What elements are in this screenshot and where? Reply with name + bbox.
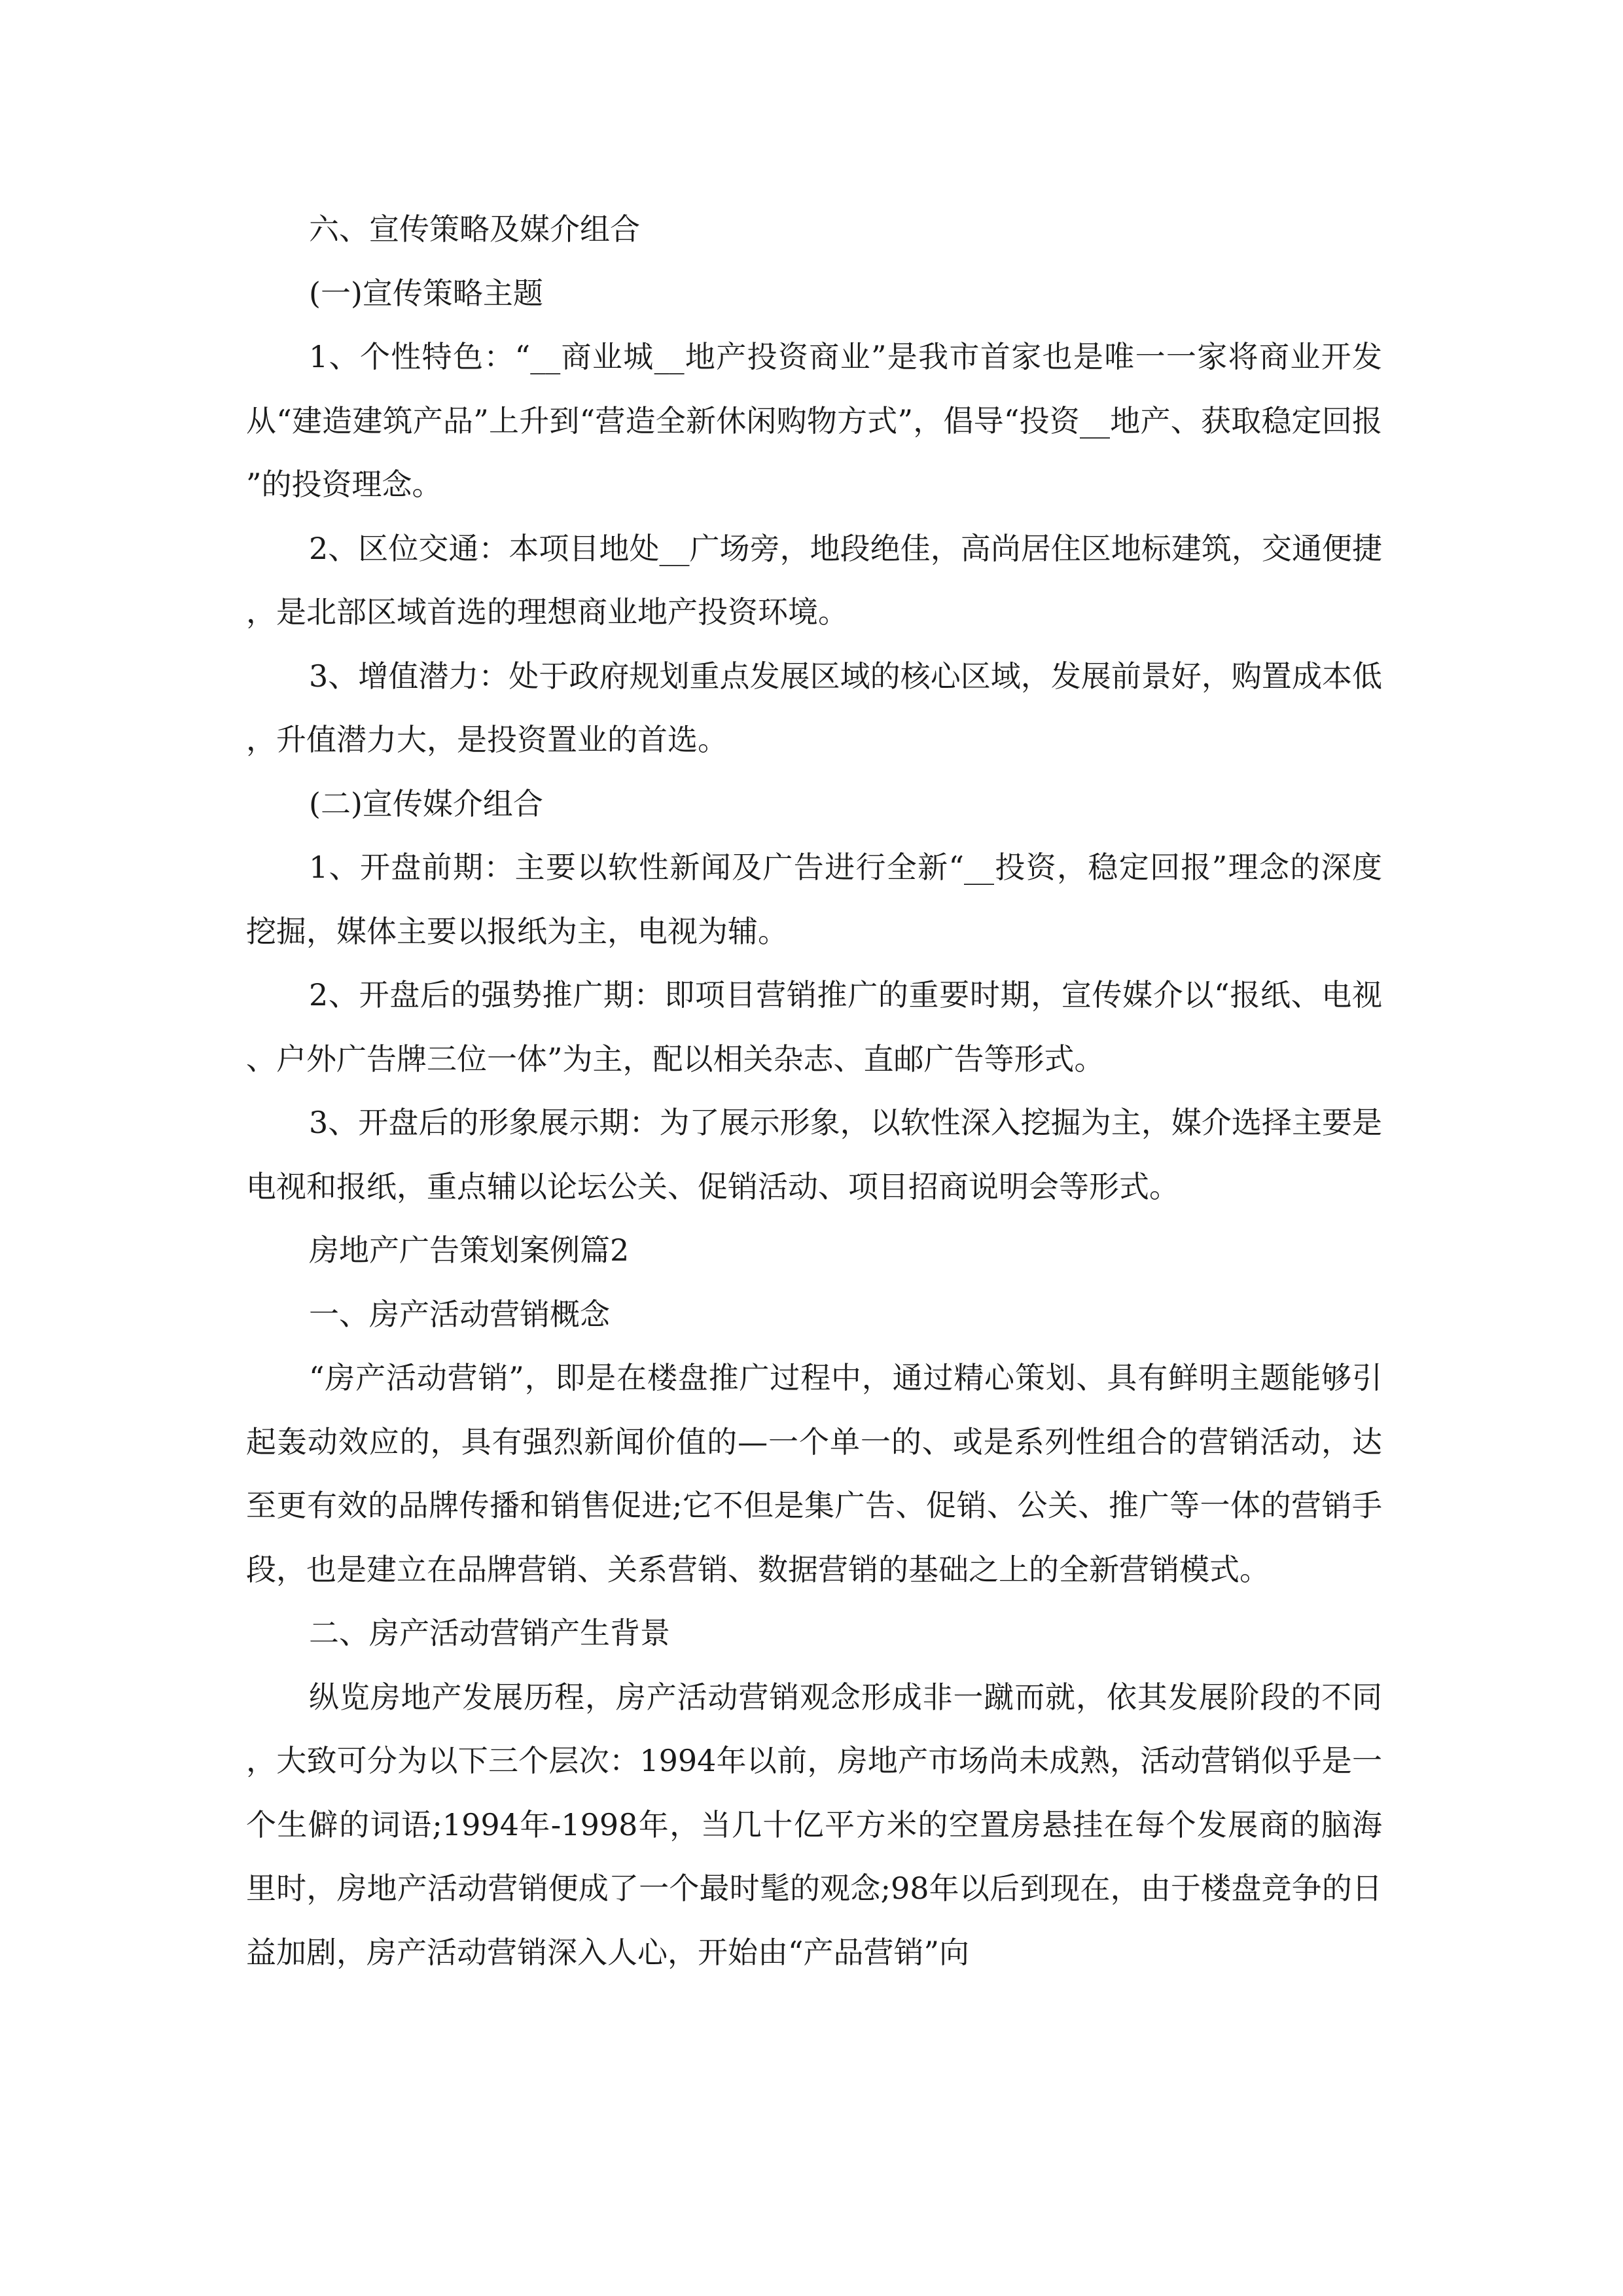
paragraph-pre-opening: 1、开盘前期：主要以软性新闻及广告进行全新“__投资，稳定回报”理念的深度挖掘，媒体主要以报纸为主，电视为辅。 [246, 850, 1382, 949]
section-heading-publicity-strategy: 六、宣传策略及媒介组合 [309, 211, 640, 247]
paragraph-post-opening-image: 3、开盘后的形象展示期：为了展示形象，以软性深入挖掘为主，媒介选择主要是电视和报纸，重点辅以论坛公关、促销活动、项目招商说明会等形式。 [246, 1105, 1382, 1204]
document-body [246, 198, 1382, 1984]
paragraph-post-opening-promotion: 2、开盘后的强势推广期：即项目营销推广的重要时期，宣传媒介以“报纸、电视、户外广告牌三位一体”为主，配以相关杂志、直邮广告等形式。 [246, 977, 1382, 1077]
paragraph-location-transport: 2、区位交通：本项目地处__广场旁，地段绝佳，高尚居住区地标建筑，交通便捷，是北部区域首选的理想商业地产投资环境。 [246, 530, 1382, 630]
paragraph-development-history: 纵览房地产发展历程，房产活动营销观念形成非一蹴而就，依其发展阶段的不同，大致可分为以下三个层次：1994年以前，房地产市场尚未成熟，活动营销似乎是一个生僻的词语;1994年-1998年，当几十亿平方米的空置房悬挂在每个发展商的脑海里时，房地产活动营销便成了一个最时髦的观念;98年以后到现在，由于楼盘竞争的日益加剧，房产活动营销深入人心，开始由“产品营销”向 [246, 1679, 1382, 1970]
paragraph-value-potential: 3、增值潜力：处于政府规划重点发展区域的核心区域，发展前景好，购置成本低，升值潜力大，是投资置业的首选。 [246, 658, 1382, 757]
paragraph-personality-features: 1、个性特色：“__商业城__地产投资商业”是我市首家也是唯一一家将商业开发从“建造建筑产品”上升到“营造全新休闲购物方式”，倡导“投资__地产、获取稳定回报”的投资理念。 [246, 339, 1382, 502]
article-heading-case-2: 房地产广告策划案例篇2 [309, 1232, 630, 1268]
paragraph-activity-marketing-definition: “房产活动营销”，即是在楼盘推广过程中，通过精心策划、具有鲜明主题能够引起轰动效应的，具有强烈新闻价值的—一个单一的、或是系列性组合的营销活动，达至更有效的品牌传播和销售促进;它不但是集广告、促销、公关、推广等一体的营销手段，也是建立在品牌营销、关系营销、数据营销的基础之上的全新营销模式。 [246, 1360, 1382, 1587]
section-heading-activity-marketing-concept: 一、房产活动营销概念 [309, 1296, 610, 1332]
subsection-heading-strategy-theme: (一)宣传策略主题 [309, 275, 543, 311]
subsection-heading-media-mix: (二)宣传媒介组合 [309, 785, 543, 821]
section-heading-activity-marketing-background: 二、房产活动营销产生背景 [309, 1615, 670, 1651]
